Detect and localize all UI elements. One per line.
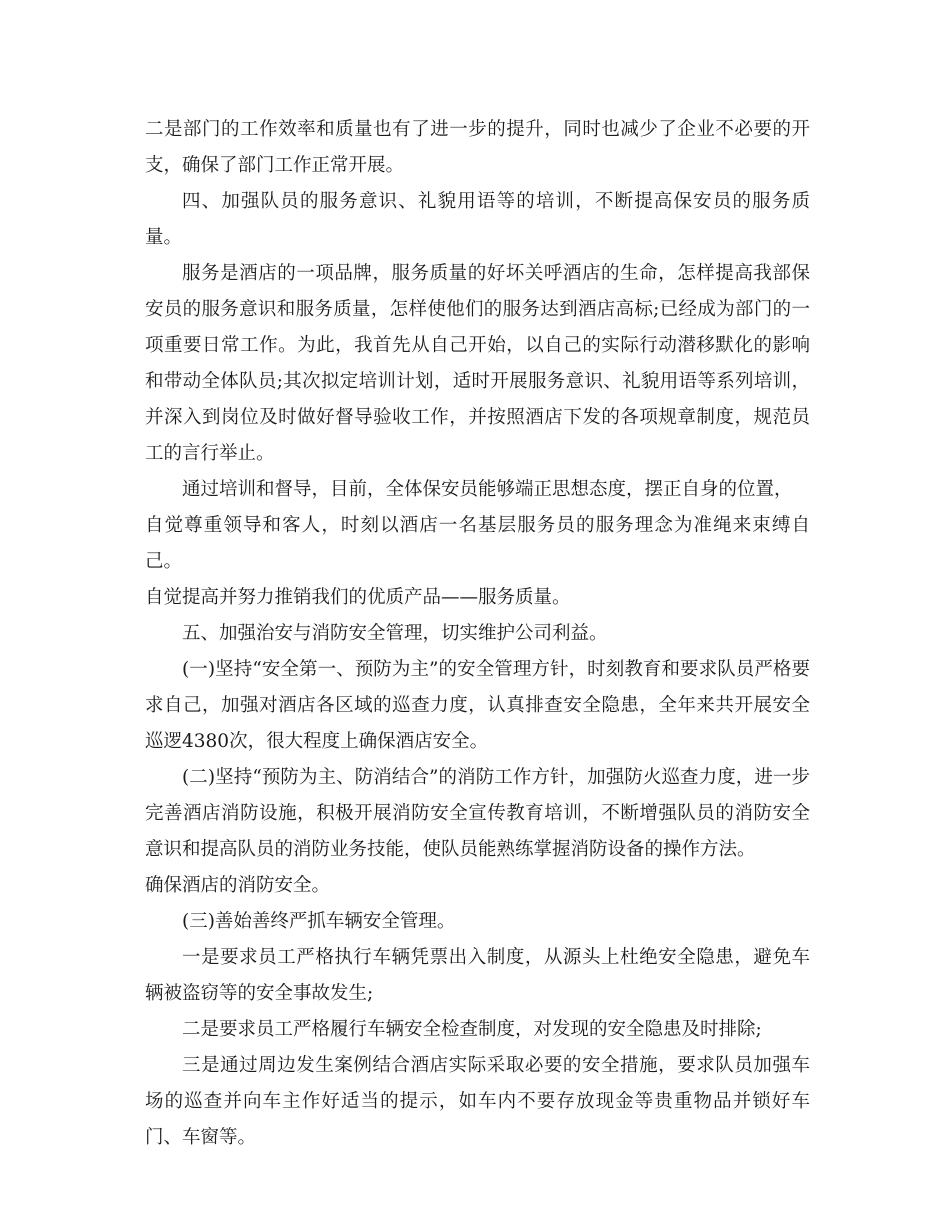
paragraph: 服务是酒店的一项品牌，服务质量的好坏关呼酒店的生命，怎样提高我部保安员的服务意识和服务质量，怎样使他们的服务达到酒店高标;已经成为部门的一项重要日常工作。为此，我首先从自己开始，以自己的实际行动潜移默化的影响和带动全体队员;其次拟定培训计划，适时开展服务意识、礼貌用语等系列培训，并深入到岗位及时做好督导验收工作，并按照酒店下发的各项规章制度，规范员工的言行举止。 xyxy=(145,263,810,464)
paragraph: (一)坚持“安全第一、预防为主”的安全管理方针，时刻教育和要求队员严格要求自己，加强对酒店各区域的巡查力度，认真排查安全隐患，全年来共开展安全巡逻4380次，很大程度上确保酒店安全。 xyxy=(145,659,810,752)
paragraph: 自觉尊重领导和客人，时刻以酒店一名基层服务员的服务理念为准绳来束缚自己。 xyxy=(145,515,810,572)
section-heading: 四、加强队员的服务意识、礼貌用语等的培训，不断提高保安员的服务质量。 xyxy=(145,191,810,248)
paragraph: 确保酒店的消防安全。 xyxy=(145,875,331,896)
paragraph: (二)坚持“预防为主、防消结合”的消防工作方针，加强防火巡查力度，进一步完善酒店消防设施，积极开展消防安全宣传教育培训，不断增强队员的消防安全意识和提高队员的消防业务技能，使队员能熟练掌握消防设备的操作方法。 xyxy=(145,767,810,860)
document-body xyxy=(145,112,810,1156)
paragraph: 一是要求员工严格执行车辆凭票出入制度，从源头上杜绝安全隐患，避免车辆被盗窃等的安全事故发生; xyxy=(145,947,810,1004)
paragraph: 三是通过周边发生案例结合酒店实际采取必要的安全措施，要求队员加强车场的巡查并向车主作好适当的提示，如车内不要存放现金等贵重物品并锁好车门、车窗等。 xyxy=(145,1055,810,1148)
paragraph: 通过培训和督导，目前，全体保安员能够端正思想态度，摆正自身的位置， xyxy=(182,479,793,500)
section-heading: 五、加强治安与消防安全管理，切实维护公司利益。 xyxy=(182,623,608,644)
paragraph: 二是部门的工作效率和质量也有了进一步的提升，同时也减少了企业不必要的开支，确保了部门工作正常开展。 xyxy=(145,119,810,176)
paragraph: 二是要求员工严格履行车辆安全检查制度，对发现的安全隐患及时排除; xyxy=(182,1019,762,1040)
sub-heading: (三)善始善终严抓车辆安全管理。 xyxy=(182,911,456,932)
paragraph: 自觉提高并努力推销我们的优质产品——服务质量。 xyxy=(145,587,571,608)
